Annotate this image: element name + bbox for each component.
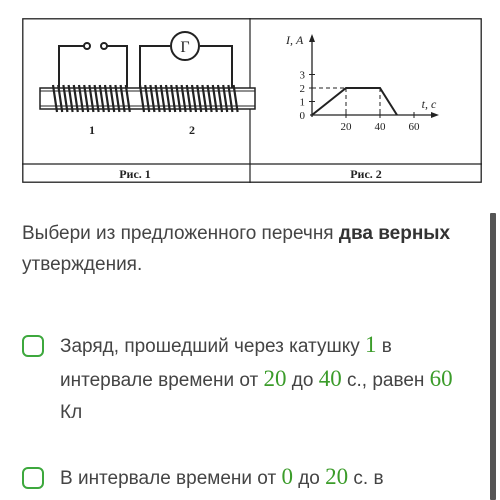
caption-fig1: Рис. 1 [119,167,151,181]
switch-terminal-right [101,43,107,49]
x-tick-label: 20 [340,121,352,133]
x-tick-label: 60 [408,121,420,133]
y-axis-label: I, А [286,33,304,47]
circuit2-right-wire [200,46,232,88]
x-tick-label: 40 [374,121,386,133]
option-2-part: до [292,468,326,489]
circuit2-left-wire [140,46,170,88]
circuit1-left-wire [59,46,84,88]
y-tick-label: 3 [299,69,305,82]
y-tick-label: 2 [299,83,305,95]
current-series-line [312,88,397,115]
coil2-label: 2 [189,123,195,137]
option-1-number: 40 [318,366,342,391]
coil1-label: 1 [89,123,95,137]
option-1-part: в интервале времени от [60,336,392,391]
option-2-number: 0 [281,464,293,489]
coils [40,85,255,112]
option-1-part: до [286,370,319,391]
answer-option-2[interactable] [22,461,462,495]
circuit-diagram [59,32,232,88]
option-1-number: 1 [365,332,377,357]
x-axis-arrow [431,112,439,118]
figure-svg [22,18,482,183]
option-1-number: 20 [263,366,287,391]
problem-figure [22,18,482,183]
option-2-part: с. в [348,468,384,489]
option-2-number: 20 [325,464,349,489]
current-graph [285,33,439,133]
checkbox-1[interactable] [22,335,44,357]
caption-fig2: Рис. 2 [350,167,382,181]
prompt-text-end: утверждения. [22,254,143,275]
prompt-text-start: Выбери из предложенного перечня [22,223,339,244]
option-2-text [22,461,462,495]
option-1-number: 60 [429,366,453,391]
y-tick-label: 0 [299,110,305,122]
option-1-part: Заряд, прошедший через катушку [60,336,365,357]
option-1-text [22,329,462,429]
scrollbar[interactable] [490,213,496,500]
option-1-part: Кл [60,402,83,423]
option-2-part: В интервале времени от [60,468,282,489]
y-tick-label: 1 [299,96,305,109]
answer-option-1[interactable] [22,329,462,429]
checkbox-2[interactable] [22,467,44,489]
galvanometer-label: Г [180,39,190,56]
circuit1-right-wire [107,46,127,88]
x-axis-label: t, с [421,97,437,111]
question-prompt [22,218,462,280]
option-1-part: с., равен [341,370,430,391]
y-axis-arrow [309,34,315,42]
prompt-text-bold: два верных [338,223,451,244]
switch-terminal-left [84,43,90,49]
